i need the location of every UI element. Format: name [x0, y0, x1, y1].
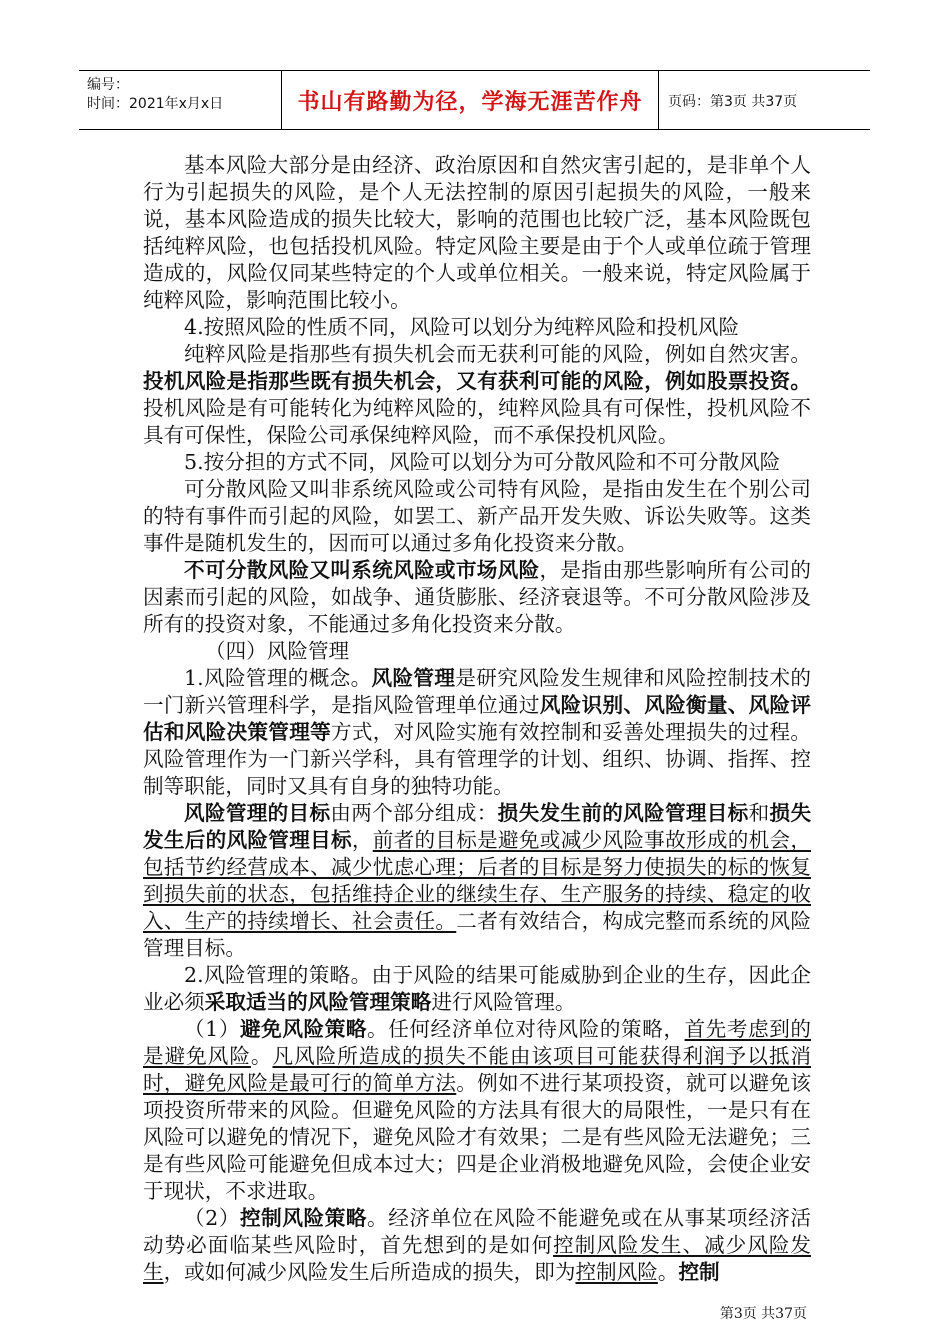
header-motto-cell — [281, 71, 659, 129]
document-body — [143, 152, 811, 1286]
paragraph-risk-management-concept: 1.风险管理的概念。风险管理是研究风险发生规律和风险控制技术的一门新兴管理科学，是指风险管理单位通过风险识别、风险衡量、风险评估和风险决策管理等方式，对风险实施有效控制和妥善处理损失的过程。风险管理作为一门新兴学科，具有管理学的计划、组织、协调、指挥、控制等职能，同时又具有自身的独特功能。 — [143, 666, 812, 798]
paragraph-avoid-risk: （1）避免风险策略。任何经济单位对待风险的策略，首先考虑到的是避免风险。凡风险所造成的损失不能由该项目可能获得利润予以抵消时，避免风险是最可行的简单方法。例如不进行某项投资，就可以避免该项投资所带来的风险。但避免风险的方法具有很大的局限性，一是只有在风险可以避免的情况下，避免风险才有效果；二是有些风险无法避免；三是有些风险可能避免但成本过大；四是企业消极地避免风险，会使企业安于现状，不求进取。 — [143, 1017, 812, 1203]
heading-pure-speculative: 4.按照风险的性质不同，风险可以划分为纯粹风险和投机风险 — [184, 315, 740, 339]
page-footer: 第3页 共37页 — [719, 1306, 807, 1322]
heading-diversifiable: 5.按分担的方式不同，风险可以划分为可分散风险和不可分散风险 — [184, 450, 781, 474]
document-number-label: 编号： — [87, 77, 129, 93]
header-meta-cell — [79, 71, 281, 129]
paragraph-control-risk: （2）控制风险策略。经济单位在风险不能避免或在从事某项经济活动势必面临某些风险时，首先想到的是如何控制风险发生、减少风险发生，或如何减少风险发生后所造成的损失，即为控制风险。控制 — [143, 1206, 812, 1284]
header-page-cell — [658, 71, 870, 129]
paragraph-diversifiable: 可分散风险又叫非系统风险或公司特有风险，是指由发生在个别公司的特有事件而引起的风险，如罢工、新产品开发失败、诉讼失败等。这类事件是随机发生的，因而可以通过多角化投资来分散。 — [143, 477, 811, 555]
paragraph-systematic: 不可分散风险又叫系统风险或市场风险，是指由那些影响所有公司的因素而引起的风险，如战争、通货膨胀、经济衰退等。不可分散风险涉及所有的投资对象，不能通过多角化投资来分散。 — [143, 558, 812, 636]
paragraph-basic-risk: 基本风险大部分是由经济、政治原因和自然灾害引起的，是非单个人行为引起损失的风险，是个人无法控制的原因引起损失的风险，一般来说，基本风险造成的损失比较大，影响的范围也比较广泛，基本风险既包括纯粹风险，也包括投机风险。特定风险主要是由于个人或单位疏于管理造成的，风险仅同某些特定的个人或单位相关。一般来说，特定风险属于纯粹风险，影响范围比较小。 — [143, 153, 811, 312]
paragraph-pure-speculative: 纯粹风险是指那些有损失机会而无获利可能的风险，例如自然灾害。投机风险是指那些既有损失机会，又有获利可能的风险，例如股票投资。投机风险是有可能转化为纯粹风险的，纯粹风险具有可保性，投机风险不具有可保性，保险公司承保纯粹风险，而不承保投机风险。 — [143, 342, 811, 447]
document-time-label: 时间：2021年x月x日 — [87, 96, 224, 112]
header-motto: 书山有路勤为径，学海无涯苦作舟 — [297, 90, 643, 115]
page-header — [79, 70, 870, 130]
bold-systematic-risk: 不可分散风险又叫系统风险或市场风险 — [184, 558, 540, 582]
paragraph-risk-management-goals: 风险管理的目标由两个部分组成：损失发生前的风险管理目标和损失发生后的风险管理目标，前者的目标是避免或减少风险事故形成的机会，包括节约经营成本、减少忧虑心理；后者的目标是努力使损失的标的恢复到损失前的状态，包括维持企业的继续生存、生产服务的持续、稳定的收入、生产的持续增长、社会责任。二者有效结合，构成完整而系统的风险管理目标。 — [143, 801, 812, 960]
bold-speculative-definition: 投机风险是指那些既有损失机会，又有获利可能的风险，例如股票投资。 — [143, 369, 811, 393]
header-page-number: 页码：第3页 共37页 — [668, 94, 798, 110]
section-heading-risk-management: （四）风险管理 — [205, 639, 350, 663]
paragraph-risk-strategy: 2.风险管理的策略。由于风险的结果可能威胁到企业的生存，因此企业必须采取适当的风险管理策略进行风险管理。 — [143, 963, 811, 1014]
